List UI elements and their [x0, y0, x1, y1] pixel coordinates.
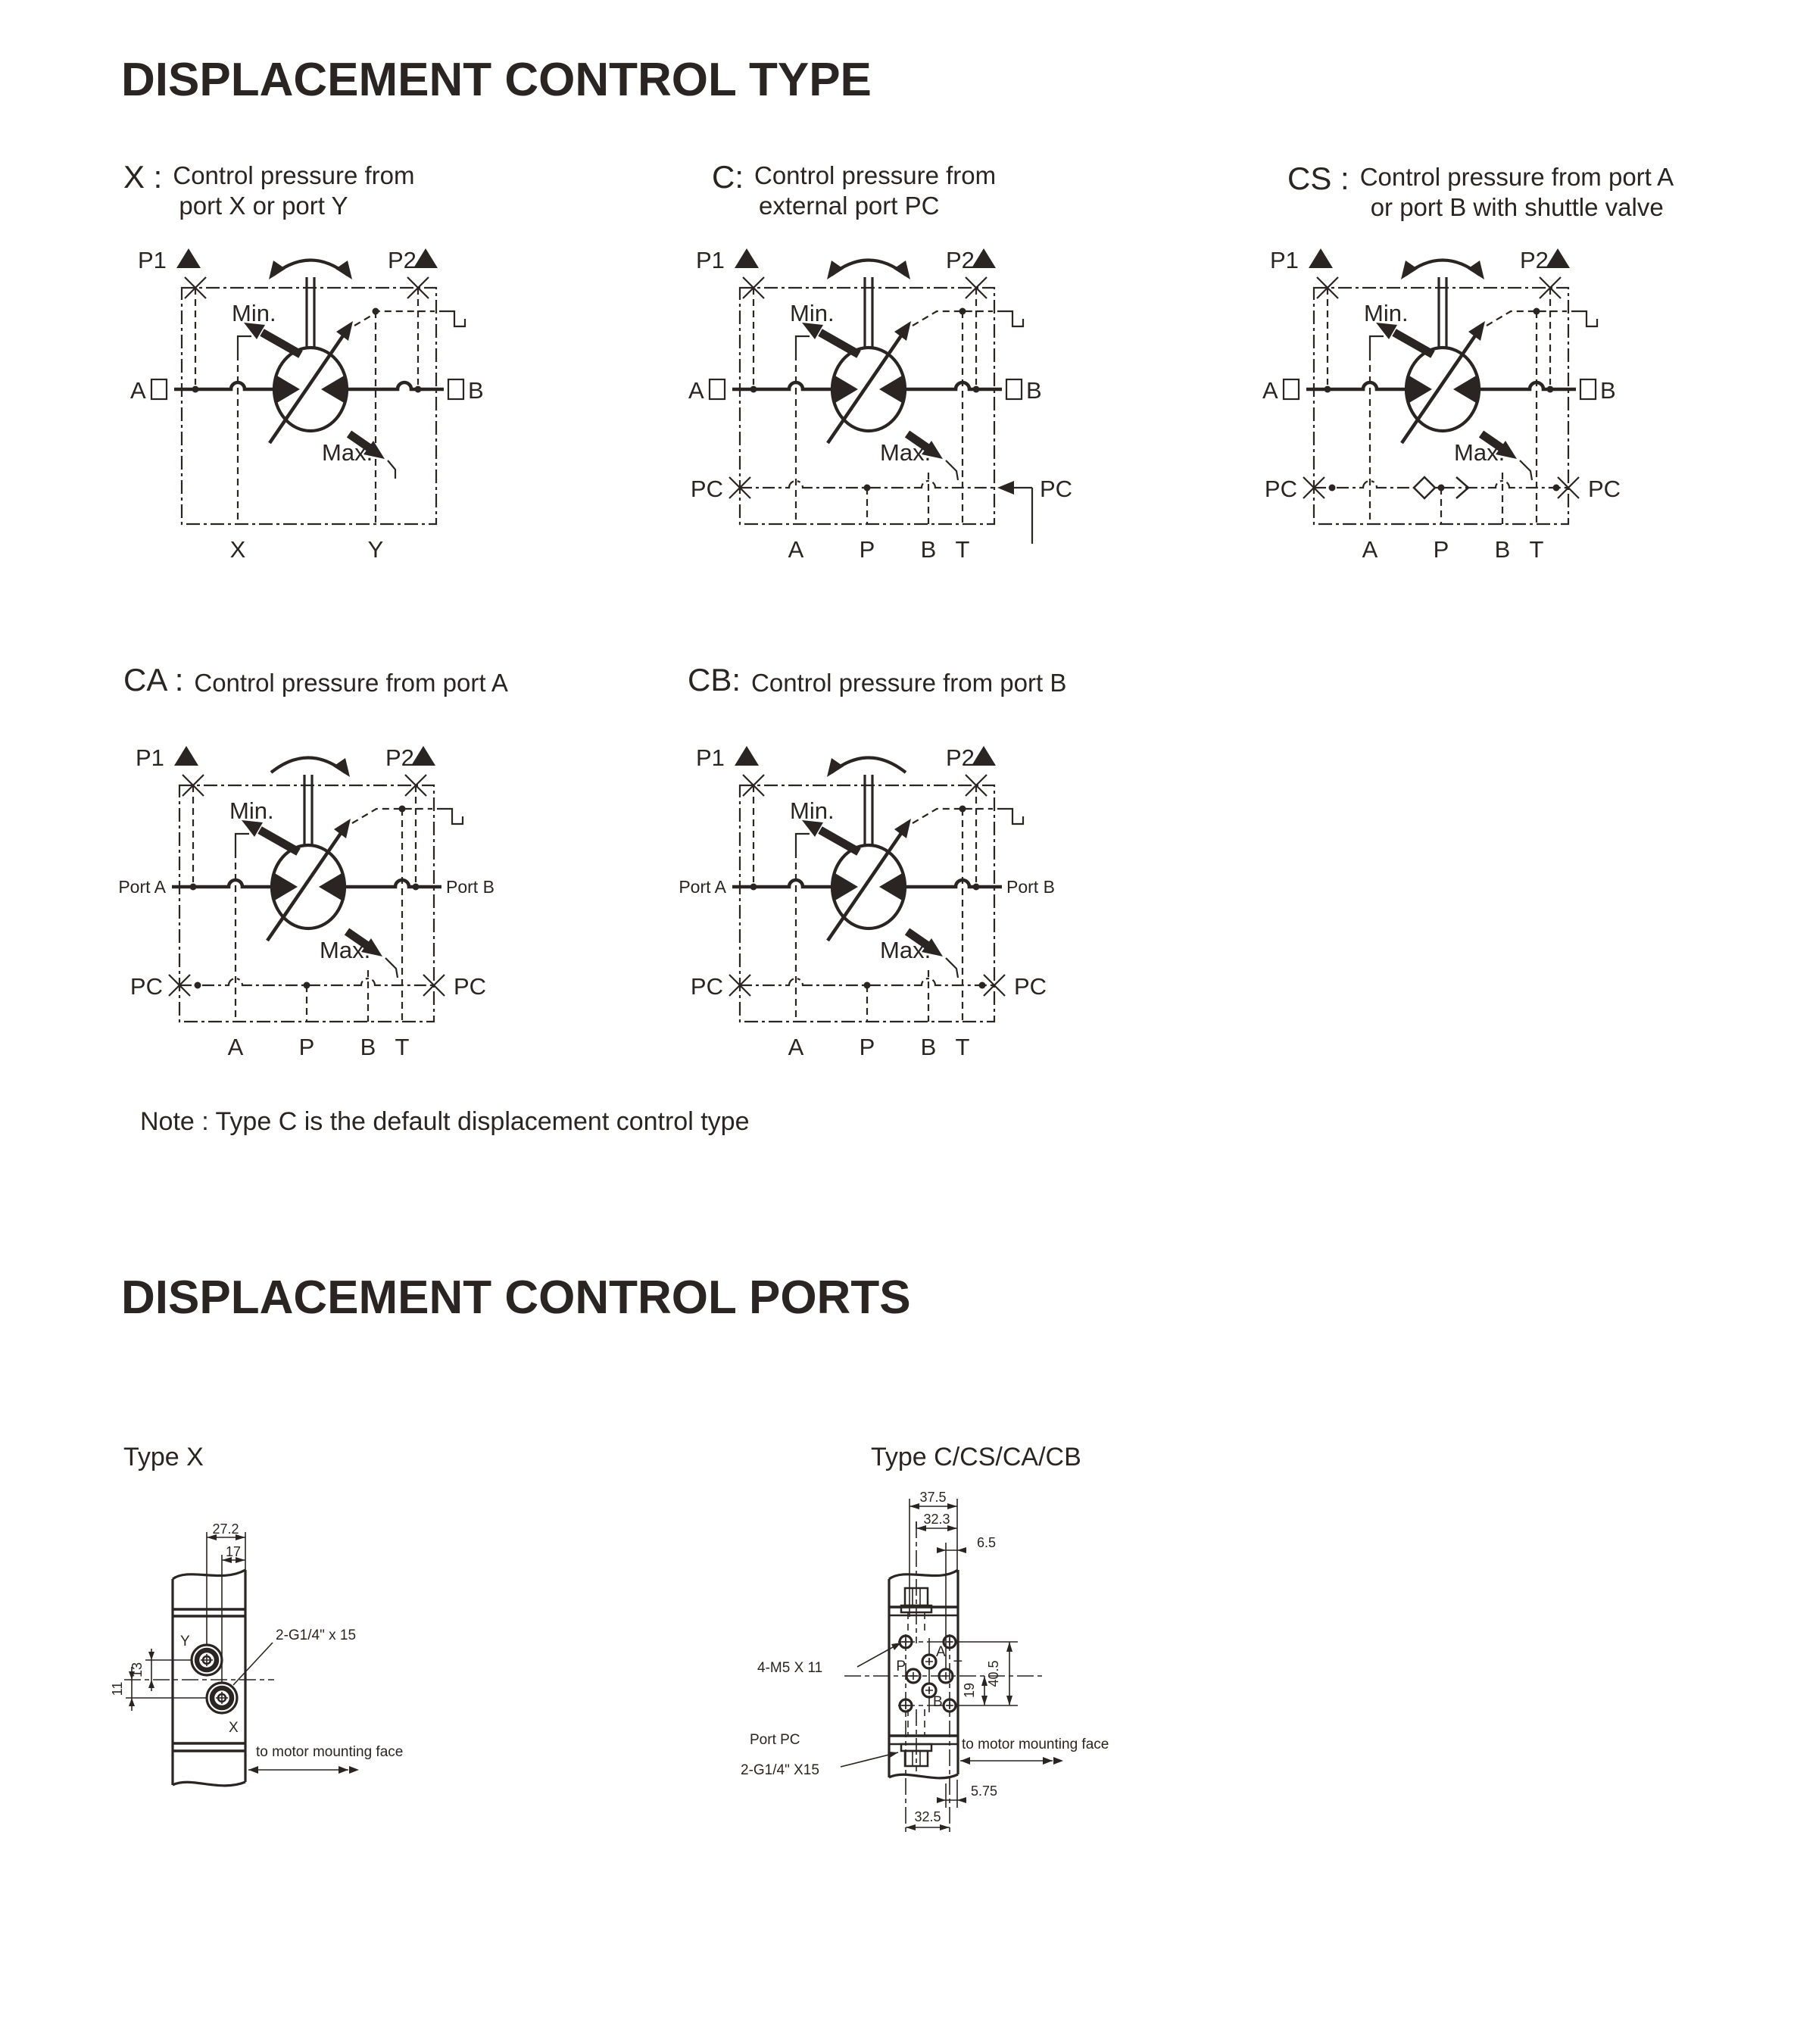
c-bottom-b-label: B [920, 536, 937, 563]
schematic-type-cs [1250, 232, 1674, 571]
x-max-label: Max. [322, 439, 373, 466]
x-p1-label: P1 [138, 247, 167, 273]
section-title-displacement-control-ports: DISPLACEMENT CONTROL PORTS [121, 1272, 911, 1324]
hole-b-label: B [933, 1694, 943, 1710]
dim-32-3: 32.3 [923, 1512, 950, 1527]
cb-max-label: Max. [880, 937, 931, 963]
port-pc-label: Port PC [750, 1732, 800, 1748]
x-p2-triangle-icon [413, 248, 438, 268]
type-c-code: C: [712, 159, 744, 195]
header-type-ca [123, 663, 508, 698]
type-x-ports [192, 1645, 237, 1713]
cb-bottom-a-label: A [788, 1034, 804, 1060]
ca-port-b-label: Port B [446, 877, 495, 897]
ca-bottom-t-label: T [395, 1034, 410, 1060]
header-type-cs [1287, 162, 1674, 223]
type-cs-code: CS : [1287, 161, 1349, 196]
schematic-type-c [676, 232, 1100, 571]
type-c-desc-line1: Control pressure from [754, 161, 997, 189]
cs-p1-triangle-icon [1309, 248, 1333, 268]
cb-bottom-p-label: P [859, 1034, 875, 1060]
cb-pc-left-label: PC [690, 973, 723, 1000]
schematic-cs-graphics [1284, 261, 1597, 525]
c-min-label: Min. [790, 300, 835, 326]
ca-pc-left-label: PC [129, 973, 163, 1000]
ca-max-label: Max. [320, 937, 371, 963]
type-c-drawing-heading: Type C/CS/CA/CB [871, 1443, 1081, 1471]
dim-17: 17 [225, 1544, 242, 1559]
ca-port-a-label: Port A [118, 877, 166, 897]
ca-pc-right-label: PC [454, 973, 487, 1000]
dim-6-5: 6.5 [977, 1535, 997, 1550]
dim-37-5: 37.5 [919, 1490, 947, 1505]
type-c-desc-line2: external port PC [759, 192, 940, 220]
type-x-dimension-lines [124, 1532, 359, 1774]
x-p1-triangle-icon [176, 248, 201, 268]
dim-19: 19 [962, 1682, 977, 1699]
type-c-port-holes [900, 1636, 956, 1712]
schematic-cb-graphics [729, 758, 1023, 1022]
header-type-c [712, 161, 996, 221]
header-type-cb [688, 663, 1066, 698]
cs-pc-left-label: PC [1264, 476, 1297, 502]
c-max-label: Max. [880, 439, 931, 466]
cs-p1-label: P1 [1270, 247, 1299, 273]
ca-bottom-b-label: B [360, 1034, 376, 1060]
section-title-displacement-control-type: DISPLACEMENT CONTROL TYPE [121, 54, 872, 106]
bolt-spec-label: 4-M5 X 11 [757, 1660, 823, 1676]
schematic-ca-graphics [169, 758, 463, 1022]
cb-p1-label: P1 [696, 744, 725, 771]
port-x-label: X [229, 1720, 239, 1736]
header-type-x [123, 161, 414, 221]
cb-p1-triangle-icon [735, 746, 759, 766]
dim-32-5: 32.5 [914, 1809, 941, 1824]
type-cs-desc [1360, 162, 1674, 223]
schematic-type-cb [676, 729, 1100, 1069]
type-c-desc [754, 161, 996, 221]
cb-min-label: Min. [790, 797, 835, 824]
note-default-type: Note : Type C is the default displacement control type [140, 1107, 750, 1136]
dim-27-2: 27.2 [212, 1521, 239, 1537]
ca-p2-triangle-icon [411, 746, 435, 766]
x-bottom-y-label: Y [367, 536, 384, 563]
type-c-port-drawing [727, 1488, 1128, 1844]
dim-11: 11 [110, 1681, 125, 1696]
x-port-a-label: A [130, 377, 146, 404]
type-ca-code: CA : [123, 662, 184, 697]
type-x-plate [173, 1570, 245, 1786]
ca-bottom-p-label: P [298, 1034, 315, 1060]
cs-pc-right-label: PC [1588, 476, 1621, 502]
cs-max-label: Max. [1454, 439, 1505, 466]
type-c-dimension-lines [841, 1499, 1063, 1830]
c-port-b-label: B [1026, 377, 1042, 404]
cs-port-b-label: B [1600, 377, 1616, 404]
x-min-label: Min. [232, 300, 276, 326]
hole-t-label: T [953, 1659, 963, 1674]
cb-bottom-b-label: B [920, 1034, 937, 1060]
type-x-desc-line1: Control pressure from [173, 161, 415, 189]
type-x-desc [173, 161, 414, 221]
c-p1-label: P1 [696, 247, 725, 273]
cs-port-a-label: A [1262, 377, 1278, 404]
c-bottom-a-label: A [788, 536, 804, 563]
c-bottom-p-label: P [859, 536, 875, 563]
ca-bottom-a-label: A [227, 1034, 244, 1060]
cs-bottom-a-label: A [1362, 536, 1378, 563]
cb-bottom-t-label: T [955, 1034, 970, 1060]
type-c-centerlines [844, 1521, 1045, 1833]
type-cb-code: CB: [688, 662, 741, 697]
ca-p1-triangle-icon [174, 746, 198, 766]
c-p2-label: P2 [946, 247, 975, 273]
c-pc-left-label: PC [690, 476, 723, 502]
c-port-a-label: A [688, 377, 704, 404]
cb-port-a-label: Port A [679, 877, 726, 897]
hole-a-label: A [936, 1644, 946, 1660]
ca-p2-label: P2 [385, 744, 414, 771]
c-p1-triangle-icon [735, 248, 759, 268]
cb-port-b-label: Port B [1006, 877, 1055, 897]
schematic-type-ca [116, 729, 540, 1069]
type-cs-desc-line2: or port B with shuttle valve [1370, 193, 1664, 221]
x-bottom-x-label: X [229, 536, 246, 563]
type-x-code: X : [123, 159, 163, 195]
cs-bottom-t-label: T [1529, 536, 1544, 563]
cs-p2-triangle-icon [1546, 248, 1570, 268]
pc-thread-spec-label: 2-G1/4" X15 [741, 1762, 819, 1778]
type-ca-desc: Control pressure from port A [194, 669, 508, 697]
type-x-drawing-heading: Type X [123, 1443, 204, 1471]
dim-40-5: 40.5 [986, 1660, 1001, 1687]
cs-bottom-p-label: P [1433, 536, 1449, 563]
dim-13: 13 [129, 1662, 145, 1678]
cb-p2-label: P2 [946, 744, 975, 771]
type-cb-desc: Control pressure from port B [751, 669, 1067, 697]
schematic-c-graphics [710, 261, 1032, 545]
type-x-desc-line2: port X or port Y [179, 192, 348, 220]
schematic-type-x [118, 232, 542, 571]
x-port-b-label: B [468, 377, 484, 404]
hole-p-label: P [896, 1659, 906, 1674]
type-x-port-drawing [106, 1488, 500, 1806]
port-y-label: Y [180, 1634, 190, 1649]
cb-pc-right-label: PC [1014, 973, 1047, 1000]
ca-p1-label: P1 [136, 744, 164, 771]
schematic-x-graphics [151, 261, 465, 525]
thread-spec-label: 2-G1/4" x 15 [276, 1627, 357, 1643]
mounting-face-note: to motor mounting face [256, 1744, 404, 1760]
dim-5-75: 5.75 [971, 1783, 998, 1799]
c-bottom-t-label: T [955, 536, 970, 563]
mounting-face-note: to motor mounting face [962, 1737, 1109, 1752]
cs-p2-label: P2 [1520, 247, 1549, 273]
c-pc-right-label: PC [1040, 476, 1073, 502]
cb-p2-triangle-icon [972, 746, 996, 766]
cs-min-label: Min. [1364, 300, 1409, 326]
cs-bottom-b-label: B [1494, 536, 1511, 563]
c-p2-triangle-icon [972, 248, 996, 268]
type-cs-desc-line1: Control pressure from port A [1359, 163, 1674, 191]
x-p2-label: P2 [388, 247, 417, 273]
ca-min-label: Min. [229, 797, 274, 824]
